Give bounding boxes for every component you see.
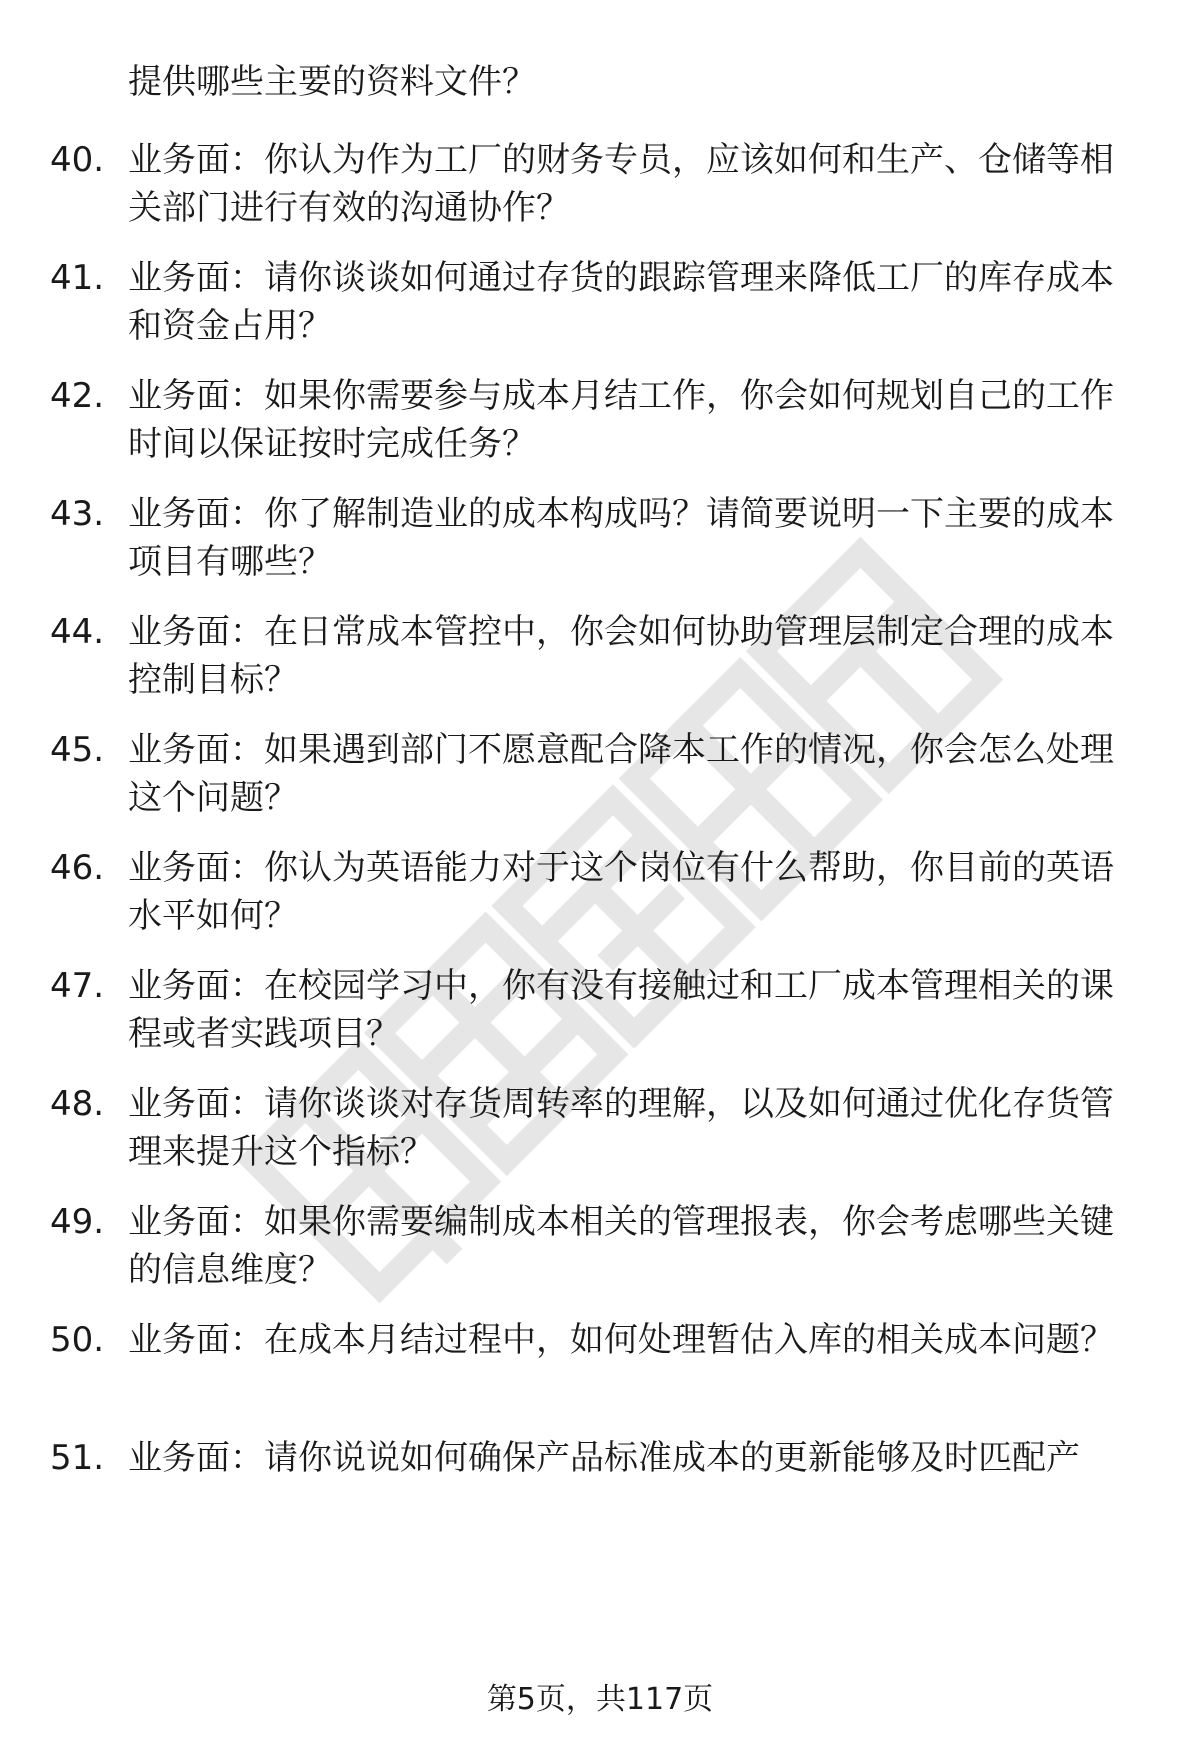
list-item (50, 1080, 1140, 1176)
item-text: 业务面：如果你需要参与成本月结工作，你会如何规划自己的工作时间以保证按时完成任务？ (128, 376, 1114, 464)
item-number: 48. (50, 1084, 105, 1124)
item-text: 业务面：你认为英语能力对于这个岗位有什么帮助，你目前的英语水平如何？ (128, 848, 1114, 936)
item-text: 业务面：你了解制造业的成本构成吗？请简要说明一下主要的成本项目有哪些？ (128, 494, 1114, 582)
list-item (50, 1434, 1140, 1482)
item-text: 业务面：如果遇到部门不愿意配合降本工作的情况，你会怎么处理这个问题？ (128, 730, 1114, 818)
item-number: 46. (50, 848, 105, 888)
item-number: 45. (50, 730, 105, 770)
list-item (50, 1316, 1140, 1364)
continued-question-text: 提供哪些主要的资料文件？ (128, 62, 536, 102)
item-number: 42. (50, 376, 105, 416)
item-text: 业务面：请你谈谈如何通过存货的跟踪管理来降低工厂的库存成本和资金占用？ (128, 258, 1114, 346)
list-item (50, 1198, 1140, 1294)
item-number: 44. (50, 612, 105, 652)
list-item (50, 726, 1140, 822)
list-item (50, 490, 1140, 586)
item-text: 业务面：在日常成本管控中，你会如何协助管理层制定合理的成本控制目标？ (128, 612, 1114, 700)
list-item (50, 372, 1140, 468)
item-text: 业务面：你认为作为工厂的财务专员，应该如何和生产、仓储等相关部门进行有效的沟通协作？ (128, 140, 1114, 228)
list-item (50, 844, 1140, 940)
item-number: 50. (50, 1320, 105, 1360)
item-number: 43. (50, 494, 105, 534)
item-number: 40. (50, 140, 105, 180)
item-text: 业务面：请你谈谈对存货周转率的理解，以及如何通过优化存货管理来提升这个指标？ (128, 1084, 1114, 1172)
list-item (50, 136, 1140, 232)
item-number: 49. (50, 1202, 105, 1242)
list-item (50, 962, 1140, 1058)
page-footer: 第5页，共117页 (486, 1682, 714, 1717)
item-number: 47. (50, 966, 105, 1006)
item-number: 41. (50, 258, 105, 298)
item-text: 业务面：请你说说如何确保产品标准成本的更新能够及时匹配产 (128, 1438, 1080, 1478)
item-text: 业务面：在校园学习中，你有没有接触过和工厂成本管理相关的课程或者实践项目？ (128, 966, 1114, 1054)
item-number: 51. (50, 1438, 105, 1478)
item-text: 业务面：如果你需要编制成本相关的管理报表，你会考虑哪些关键的信息维度？ (128, 1202, 1114, 1290)
list-item (50, 254, 1140, 350)
item-text: 业务面：在成本月结过程中，如何处理暂估入库的相关成本问题？ (128, 1320, 1114, 1360)
list-item (50, 608, 1140, 704)
